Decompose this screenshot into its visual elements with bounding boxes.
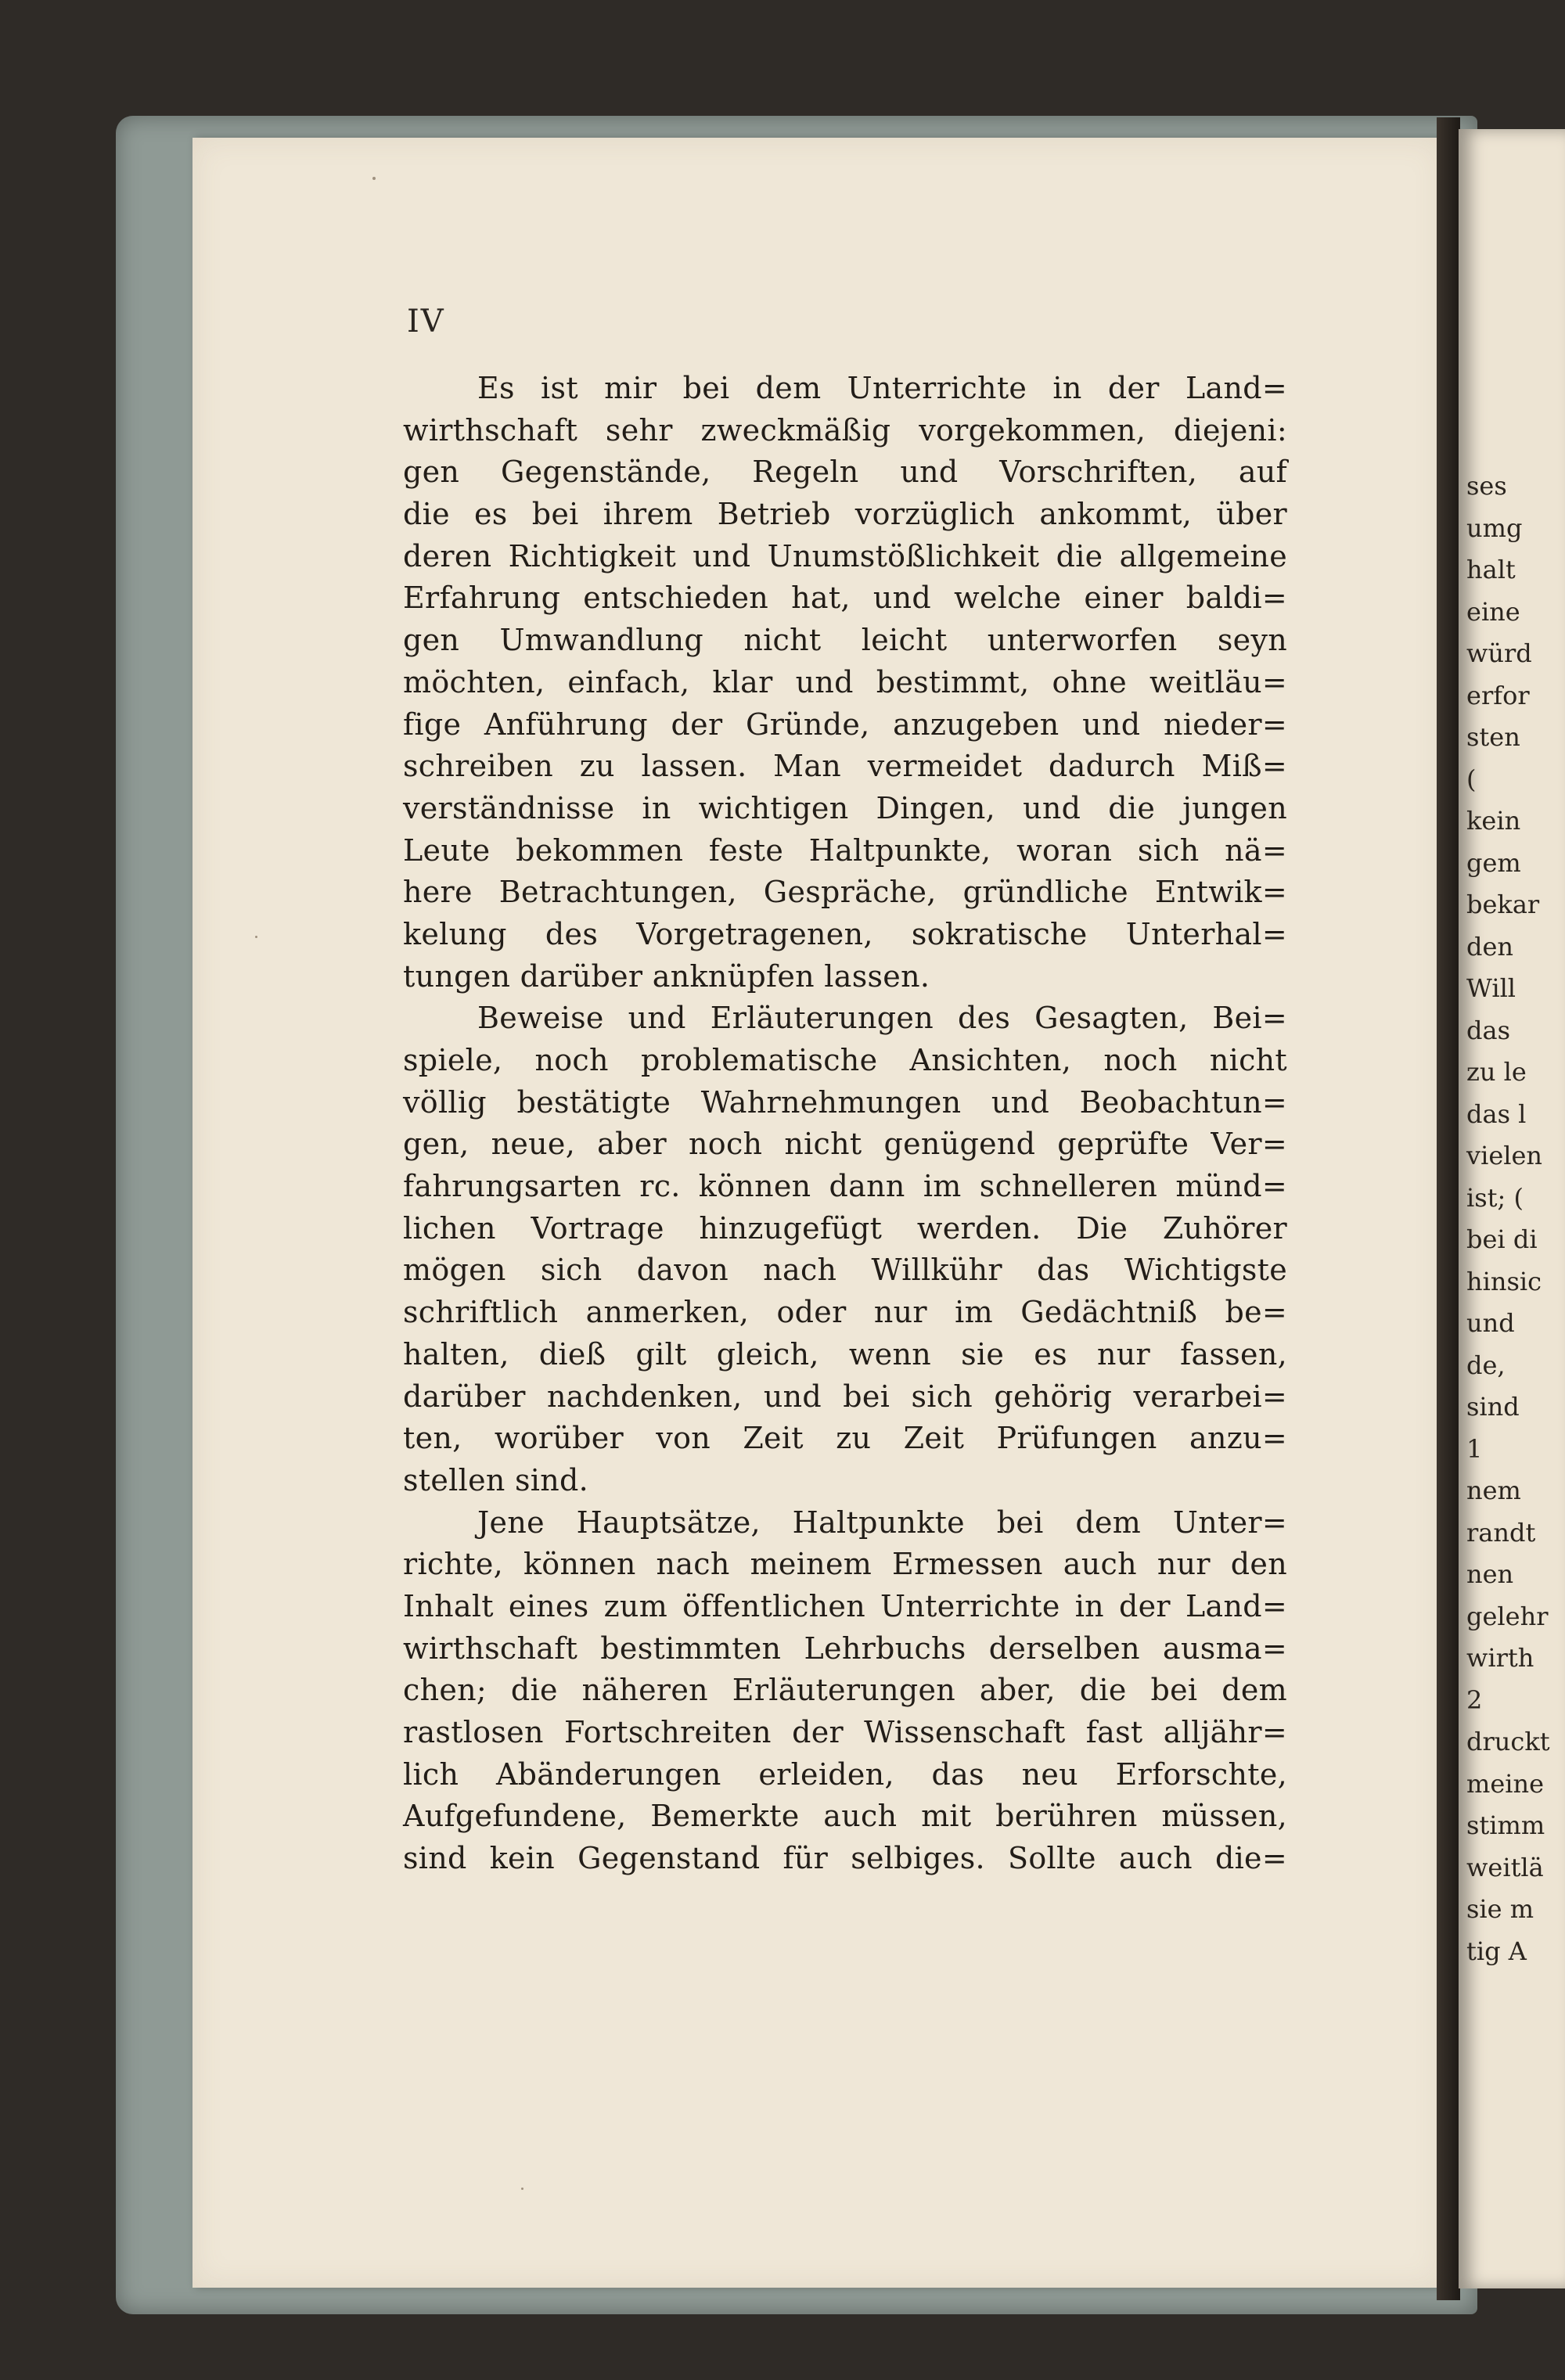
adjacent-page-fragment: weitlä: [1466, 1852, 1544, 1882]
text-line: halten, dieß gilt gleich, wenn sie es nur fassen,: [403, 1336, 1287, 1372]
adjacent-page-fragment: gelehr: [1466, 1601, 1549, 1631]
text-line: Es ist mir bei dem Unterrichte in der Land=: [477, 371, 1287, 405]
adjacent-page-fragment: wirth: [1466, 1643, 1534, 1673]
text-line: völlig bestätigte Wahrnehmungen und Beobachtun=: [403, 1084, 1287, 1120]
text-line: wirthschaft bestimmten Lehrbuchs derselben ausma=: [403, 1630, 1287, 1666]
text-line: fahrungsarten rc. können dann im schnelleren münd=: [403, 1169, 1287, 1204]
adjacent-page-fragment: den: [1466, 931, 1514, 962]
adjacent-page-text: [1459, 466, 1565, 1972]
page-number: IV: [407, 304, 445, 340]
text-line: mögen sich davon nach Willkühr das Wichtigste: [403, 1253, 1287, 1288]
text-line: schriftlich anmerken, oder nur im Gedächtniß be=: [403, 1295, 1287, 1330]
adjacent-page-fragment: tig A: [1466, 1936, 1527, 1966]
text-line: lich Abänderungen erleiden, das neu Erforschte,: [403, 1756, 1287, 1792]
text-line: verständnisse in wichtigen Dingen, und die jungen: [403, 790, 1287, 825]
text-line: lichen Vortrage hinzugefügt werden. Die Zuhörer: [403, 1210, 1287, 1246]
text-line: schreiben zu lassen. Man vermeidet dadurch Miß=: [403, 749, 1287, 784]
text-line: Aufgefundene, Bemerkte auch mit berühren müssen,: [403, 1799, 1287, 1834]
adjacent-page-fragment: sie m: [1466, 1894, 1534, 1924]
text-line: chen; die näheren Erläuterungen aber, die bei dem: [403, 1673, 1287, 1708]
adjacent-page-fragment: de,: [1466, 1350, 1506, 1380]
adjacent-page-fragment: 1: [1466, 1433, 1483, 1464]
text-line: here Betrachtungen, Gespräche, gründliche Entwik=: [403, 875, 1287, 910]
adjacent-page-fragment: zu le: [1466, 1057, 1527, 1087]
adjacent-page-fragment: sten: [1466, 722, 1520, 752]
text-line: kelung des Vorgetragenen, sokratische Unterhal=: [403, 916, 1287, 951]
adjacent-page-fragment: gem: [1466, 847, 1521, 878]
text-line: rastlosen Fortschreiten der Wissenschaft fast alljähr=: [403, 1715, 1287, 1749]
text-line: ten, worüber von Zeit zu Zeit Prüfungen anzu=: [403, 1421, 1287, 1456]
body-text: [403, 368, 1287, 1880]
adjacent-page-fragment: meine: [1466, 1768, 1545, 1799]
text-line: fige Anführung der Gründe, anzugeben und nieder=: [403, 706, 1287, 742]
adjacent-page-fragment: das: [1466, 1015, 1510, 1045]
adjacent-page-fragment: vielen: [1466, 1141, 1543, 1170]
text-line: stellen sind.: [403, 1462, 589, 1497]
adjacent-page-fragment: und: [1466, 1308, 1515, 1338]
adjacent-page-fragment: sind: [1466, 1392, 1520, 1422]
adjacent-page-fragment: kein: [1466, 806, 1521, 836]
adjacent-page-fragment: umg: [1466, 512, 1523, 543]
text-line: Erfahrung entschieden hat, und welche einer baldi=: [403, 581, 1287, 616]
adjacent-page-fragment: randt: [1466, 1517, 1536, 1548]
adjacent-page-fragment: stimm: [1466, 1810, 1545, 1840]
text-line: die es bei ihrem Betrieb vorzüglich ankommt, über: [403, 497, 1287, 532]
adjacent-page-edge: [1459, 129, 1565, 2288]
text-line: richte, können nach meinem Ermessen auch nur den: [403, 1547, 1287, 1582]
text-line: tungen darüber anknüpfen lassen.: [403, 958, 930, 994]
adjacent-page-fragment: hinsic: [1466, 1266, 1542, 1296]
text-line: deren Richtigkeit und Unumstößlichkeit die allgemeine: [403, 538, 1287, 573]
text-line: gen Gegenstände, Regeln und Vorschriften, auf: [403, 455, 1287, 490]
adjacent-page-fragment: nem: [1466, 1476, 1521, 1505]
text-line: Inhalt eines zum öffentlichen Unterrichte in der Land=: [403, 1588, 1287, 1623]
text-line: Leute bekommen feste Haltpunkte, woran sich nä=: [403, 832, 1287, 868]
adjacent-page-fragment: (: [1466, 764, 1477, 794]
adjacent-page-fragment: eine: [1466, 596, 1520, 627]
text-line: gen, neue, aber noch nicht genügend geprüfte Ver=: [403, 1127, 1287, 1162]
adjacent-page-fragment: 2: [1466, 1684, 1483, 1715]
adjacent-page-fragment: erfor: [1466, 680, 1530, 710]
text-line: wirthschaft sehr zweckmäßig vorgekommen, diejeni:: [403, 412, 1287, 448]
adjacent-page-fragment: halt: [1466, 555, 1516, 584]
adjacent-page-fragment: druckt: [1466, 1727, 1550, 1756]
text-line: gen Umwandlung nicht leicht unterworfen seyn: [403, 623, 1287, 658]
text-line: sind kein Gegenstand für selbiges. Sollte auch die=: [403, 1841, 1287, 1876]
book-gutter: [1437, 117, 1460, 2300]
text-line: möchten, einfach, klar und bestimmt, ohne weitläu=: [403, 664, 1287, 699]
adjacent-page-fragment: ist; (: [1466, 1182, 1524, 1213]
adjacent-page-fragment: Will: [1466, 973, 1516, 1003]
text-line: spiele, noch problematische Ansichten, noch nicht: [403, 1043, 1287, 1077]
text-line: Beweise und Erläuterungen des Gesagten, Bei=: [477, 1001, 1287, 1036]
adjacent-page-fragment: würd: [1466, 638, 1532, 668]
text-line: Jene Hauptsätze, Haltpunkte bei dem Unter=: [477, 1505, 1287, 1540]
adjacent-page-fragment: ses: [1466, 471, 1507, 501]
adjacent-page-fragment: bei di: [1466, 1224, 1538, 1254]
adjacent-page-fragment: bekar: [1466, 890, 1540, 919]
adjacent-page-fragment: nen: [1466, 1559, 1514, 1589]
adjacent-page-fragment: das l: [1466, 1098, 1527, 1129]
text-line: darüber nachdenken, und bei sich gehörig verarbei=: [403, 1379, 1287, 1414]
